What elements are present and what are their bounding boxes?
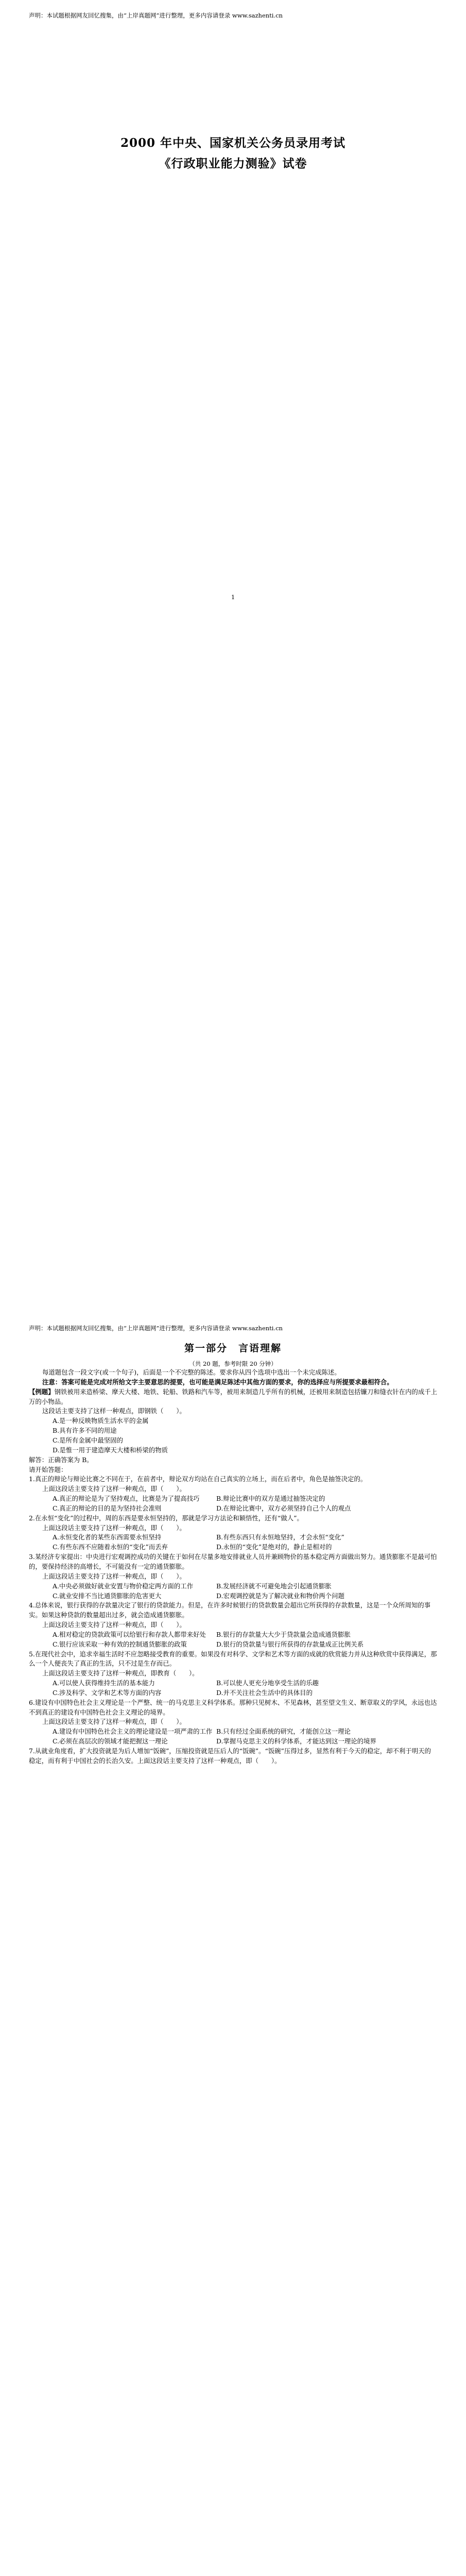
option: C.有些东西不应随着永恒的“变化”而丢弃 bbox=[53, 1543, 168, 1551]
option: C.银行应该采取一种有效的控制通货膨胀的政策 bbox=[53, 1640, 187, 1648]
option: B.只有经过全面系统的研究，才能创立这一理论 bbox=[216, 1727, 351, 1736]
option-row bbox=[29, 1504, 437, 1514]
option-row bbox=[29, 1679, 437, 1688]
option: B.发展经济就不可避免地会引起通货膨胀 bbox=[216, 1582, 332, 1590]
option-row bbox=[29, 1543, 437, 1552]
question-number: 1. bbox=[29, 1475, 35, 1483]
question-item bbox=[29, 1698, 437, 1718]
example-option: C.是所有金属中最坚固的 bbox=[53, 1436, 123, 1444]
option-row bbox=[29, 1727, 437, 1737]
instructions-intro: 每道题包含一段文字(或一个句子)，后面是一个不完整的陈述。要求你从四个选项中选出一个未完成陈述。 bbox=[42, 1368, 341, 1377]
question-text: 总体来说，银行获得的存款量决定了银行的贷款能力。但是，在许多时候银行的贷款数量会超出它所获得的存款数量，这是一个众所周知的事实。如果这种贷款的数量超出过多，就会造成通货膨胀。 bbox=[29, 1601, 431, 1619]
question-stem: 上面这段话主要支持了这样一种观点，即（ ）。 bbox=[42, 1523, 186, 1532]
question-number: 2. bbox=[29, 1514, 35, 1522]
question-text: 真正的辩论与辩论比赛之不同在于，在前者中，辩论双方均站在自己真实的立场上，而在后者中，角色是抽签决定的。 bbox=[34, 1475, 367, 1483]
option: D.掌握马克思主义的科学体系，才能达到这一理论的境界 bbox=[216, 1737, 376, 1745]
option: A.可以使人获得维持生活的基本能力 bbox=[53, 1679, 155, 1687]
option: C.真正的辩论的目的是为坚持社会准则 bbox=[53, 1504, 162, 1512]
option-row bbox=[29, 1494, 437, 1504]
exam-title-line-1: 2000 年中央、国家机关公务员录用考试 bbox=[120, 136, 346, 150]
page-number: 1 bbox=[231, 594, 235, 601]
question-stem: 上面这段话主要支持了这样一种观点，即教育（ ）。 bbox=[42, 1669, 199, 1677]
question-item bbox=[29, 1601, 437, 1620]
option: D.银行的贷款量与银行所获得的存款量成正比例关系 bbox=[216, 1640, 364, 1648]
begin-instruction: 请开始答题： bbox=[29, 1465, 67, 1473]
example-answer: 解答：正确答案为 B。 bbox=[29, 1455, 93, 1464]
example-block bbox=[29, 1387, 437, 1407]
copyright-notice: 声明：本试题根据网友回忆搜集，由“上岸真题网”进行整理，更多内容请登录 www.sazhenti.cn bbox=[29, 12, 283, 19]
option: A.建设有中国特色社会主义的理论建设是一项严肃的工作 bbox=[53, 1727, 213, 1736]
option: D.永恒的“变化”是绝对的，静止是相对的 bbox=[216, 1543, 332, 1551]
page-1-footer bbox=[0, 594, 466, 601]
example-option: D.是惟一用于建造摩天大楼和桥梁的物质 bbox=[53, 1446, 168, 1454]
example-stem: 这段话主要支持了这样一种观点，即钢铁（ ）。 bbox=[42, 1407, 186, 1415]
option: D.在辩论比赛中，双方必须坚持自己个人的观点 bbox=[216, 1504, 351, 1512]
option-row bbox=[29, 1533, 437, 1543]
exam-title-line-2: 《行政职业能力测验》试卷 bbox=[159, 157, 307, 171]
option-row bbox=[29, 1737, 437, 1747]
option-row bbox=[29, 1582, 437, 1591]
question-item bbox=[29, 1650, 437, 1669]
example-option: A.是一种反映物质生活水平的金属 bbox=[53, 1417, 149, 1425]
section-title: 第一部分 言语理解 bbox=[184, 1343, 282, 1354]
question-item bbox=[29, 1475, 437, 1484]
question-text: 某经济专家提出：中央进行宏观调控成功的关键在于如何在尽量多地安排就业人员并兼顾物价的基本稳定两方面做出努力。通货膨胀不是最可怕的，要保持经济的高增长，不可能没有一定的通货膨胀。 bbox=[29, 1553, 437, 1570]
option-row bbox=[29, 1688, 437, 1698]
question-number: 4. bbox=[29, 1601, 35, 1609]
question-item bbox=[29, 1514, 437, 1523]
option: D.宏观调控就是为了解决就业和物价两个问题 bbox=[216, 1591, 344, 1600]
option: C.就业安排不当比通货膨胀的危害更大 bbox=[53, 1591, 162, 1600]
option: A.真正的辩论是为了坚持观点，比赛是为了提高技巧 bbox=[53, 1495, 200, 1503]
option: B.辩论比赛中的双方是通过抽签决定的 bbox=[216, 1495, 325, 1503]
option: C.必须在高层次的领域才能把握这一理论 bbox=[53, 1737, 168, 1745]
option: B.有些东西只有永恒地坚持，才会永恒“变化” bbox=[216, 1533, 344, 1541]
section-body bbox=[0, 1368, 466, 1766]
example-label: 【例题】 bbox=[29, 1387, 55, 1396]
example-text: 钢铁被用来造桥梁、摩天大楼、地铁、轮船、铁路和汽车等，被用来制造几乎所有的机械，还被用来制造包括镰刀和缝衣针在内的成千上万的小物品。 bbox=[29, 1387, 437, 1405]
question-text: 在现代社会中，追求幸福生活时不应忽略接受教育的重要。如果没有对科学、文学和艺术等方面的成就的欣赏能力并从这种欣赏中获得满足，那么一个人便丧失了真正的生活，只不过是生存而已。 bbox=[29, 1650, 437, 1668]
option: B.可以使人更充分地享受生活的乐趣 bbox=[216, 1679, 319, 1687]
question-text: 从就业角度看，扩大投资就是为后人增加“饭碗”，压缩投资就是压后人的“饭碗”。“饭碗”压得过多，显然有利于今天的稳定，却不利于明天的稳定，而有利于中国社会的长治久安。上面这段话主要支持了这样一种观点，即（ ）。 bbox=[29, 1747, 431, 1765]
question-stem: 上面这段话主要支持了这样一种观点，即（ ）。 bbox=[42, 1718, 186, 1726]
question-number: 6. bbox=[29, 1698, 35, 1706]
question-item bbox=[29, 1552, 437, 1572]
option: C.涉及科学、文学和艺术等方面的内容 bbox=[53, 1688, 162, 1697]
question-stem: 上面这段话主要支持了这样一种观点，即（ ）。 bbox=[42, 1572, 186, 1580]
option-row bbox=[29, 1640, 437, 1650]
instructions-attention: 注意：答案可能是完成对所给文字主要意思的提要，也可能是满足陈述中其他方面的要求，你的选择应与所提要求最相符合。 bbox=[42, 1378, 393, 1386]
section-subtitle: （共 20 题，参考时限 20 分钟） bbox=[189, 1360, 277, 1368]
option: A.相对稳定的贷款政策可以给银行和存款人都带来好处 bbox=[53, 1630, 206, 1638]
question-text: 在永恒“变化”的过程中，周的东西是要永恒坚持的，那就是学习方法论和颖悟性，还有“做人”。 bbox=[34, 1514, 303, 1522]
option-row bbox=[29, 1630, 437, 1640]
question-text: 建设有中国特色社会主义理论是一个严整、统一的马克思主义科学体系。那种只见树木、不见森林，甚至望文生义、断章取义的学风，永远也达不到真正的建设有中国特色社会主义理论的境界。 bbox=[29, 1698, 437, 1716]
option-row bbox=[29, 1591, 437, 1601]
document-page-2 bbox=[0, 1319, 466, 2576]
question-number: 7. bbox=[29, 1747, 35, 1755]
question-number: 5. bbox=[29, 1650, 35, 1658]
question-stem: 上面这段话主要支持了这样一种观点，即（ ）。 bbox=[42, 1485, 186, 1493]
question-item bbox=[29, 1747, 437, 1766]
copyright-notice: 声明：本试题根据网友回忆搜集，由“上岸真题网”进行整理，更多内容请登录 www.sazhenti.cn bbox=[29, 1325, 283, 1332]
question-number: 3. bbox=[29, 1553, 35, 1561]
option: D.并不关注社会生活中的具体目的 bbox=[216, 1688, 313, 1697]
example-option: B.具有许多不同的用途 bbox=[53, 1427, 117, 1435]
exam-title-block bbox=[0, 133, 466, 175]
option: A.中央必须做好就业安置与物价稳定两方面的工作 bbox=[53, 1582, 194, 1590]
option: A.永恒变化者的某些东西需要永恒坚持 bbox=[53, 1533, 162, 1541]
question-stem: 上面这段话主要支持了这样一种观点，即（ ）。 bbox=[42, 1621, 186, 1629]
option: B.银行的存款量大大少于贷款量会造成通货膨胀 bbox=[216, 1630, 351, 1638]
